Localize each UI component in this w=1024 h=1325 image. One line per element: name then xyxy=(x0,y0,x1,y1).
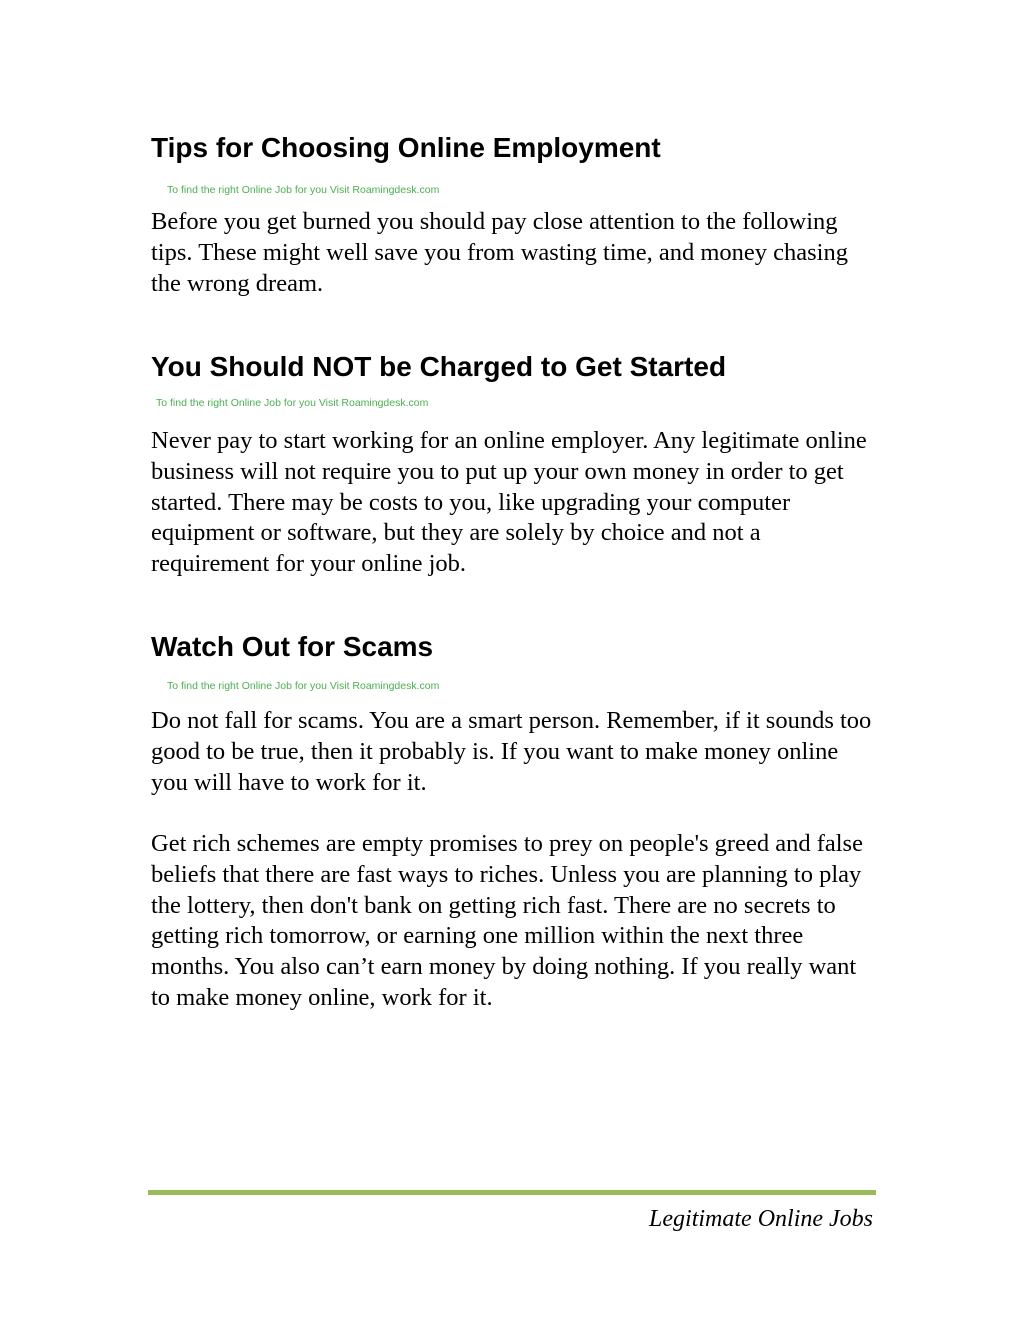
roamingdesk-link-3[interactable]: To find the right Online Job for you Visit Roamingdesk.com xyxy=(167,680,440,692)
section-heading-not-charged: You Should NOT be Charged to Get Started xyxy=(151,351,727,382)
paragraph-scams-2: Get rich schemes are empty promises to prey on people's greed and false beliefs that there are fast ways to riches. Unless you are planning to play the lottery, then don't bank on getting rich fast. There are no secrets to getting rich tomorrow, or earning one million within the next three months. You also can’t earn money by doing nothing. If you really want to make money online, work for it. xyxy=(151,830,863,1011)
section-heading-tips: Tips for Choosing Online Employment xyxy=(151,132,661,163)
roamingdesk-link-1[interactable]: To find the right Online Job for you Visit Roamingdesk.com xyxy=(167,184,440,196)
paragraph-intro: Before you get burned you should pay close attention to the following tips. These might well save you from wasting time, and money chasing the wrong dream. xyxy=(151,208,848,297)
roamingdesk-link-2[interactable]: To find the right Online Job for you Visit Roamingdesk.com xyxy=(156,397,429,409)
section-heading-scams: Watch Out for Scams xyxy=(151,631,434,662)
footer-divider xyxy=(148,1190,876,1195)
paragraph-scams-1: Do not fall for scams. You are a smart person. Remember, if it sounds too good to be true, then it probably is. If you want to make money online you will have to work for it. xyxy=(151,707,872,796)
paragraph-not-charged: Never pay to start working for an online employer. Any legitimate online business will not require you to put up your own money in order to get started. There may be costs to you, like upgrading your computer equipment or software, but they are solely by choice and not a requirement for your online job. xyxy=(151,427,867,578)
footer-title: Legitimate Online Jobs xyxy=(649,1206,873,1232)
